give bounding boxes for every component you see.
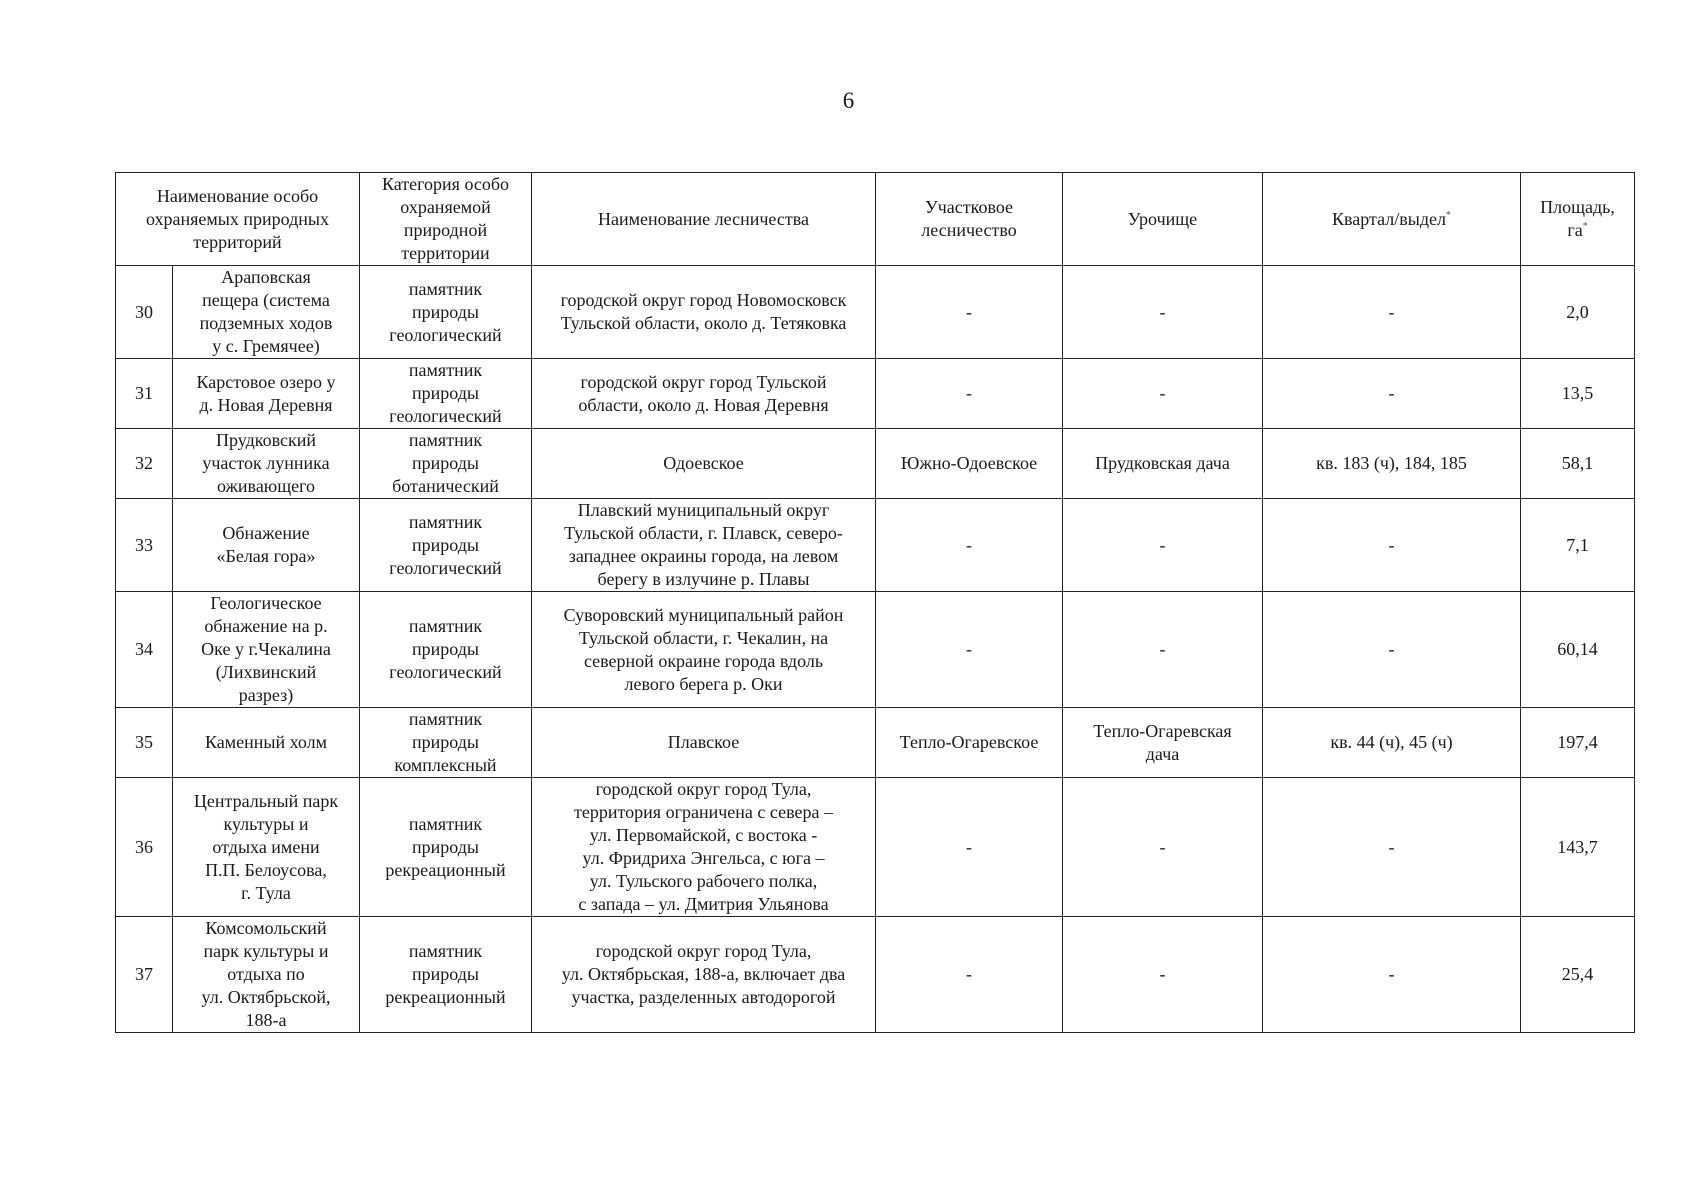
district-forestry: - <box>876 266 1063 359</box>
row-number: 30 <box>116 266 173 359</box>
table-row <box>116 429 1635 499</box>
quarter: - <box>1263 499 1521 592</box>
area-name: Карстовое озеро у д. Новая Деревня <box>173 359 360 429</box>
table-row <box>116 359 1635 429</box>
area-name: Каменный холм <box>173 708 360 778</box>
district-forestry: - <box>876 778 1063 917</box>
row-number: 34 <box>116 592 173 708</box>
area-size: 58,1 <box>1521 429 1635 499</box>
forestry-name: городской округ город Тула, территория ограничена с севера – ул. Первомайской, с востока - ул. Фридриха Энгельса, с юга – ул. Тульского рабочего полка, с запада – ул. Дмитрия Ульянова <box>532 778 876 917</box>
forestry-name: городской округ город Тульской области, около д. Новая Деревня <box>532 359 876 429</box>
tract: - <box>1063 917 1263 1033</box>
tract: - <box>1063 499 1263 592</box>
area-name: Прудковский участок лунника оживающего <box>173 429 360 499</box>
row-number: 31 <box>116 359 173 429</box>
area-category: памятник природы геологический <box>360 499 532 592</box>
area-name: Центральный парк культуры и отдыха имени П.П. Белоусова, г. Тула <box>173 778 360 917</box>
table-row <box>116 708 1635 778</box>
table-row <box>116 917 1635 1033</box>
tract: - <box>1063 778 1263 917</box>
header-category: Категория особо охраняемой природной территории <box>360 173 532 266</box>
header-quarter-footnote-mark: * <box>1445 209 1451 221</box>
area-category: памятник природы рекреационный <box>360 917 532 1033</box>
forestry-name: Плавское <box>532 708 876 778</box>
area-size: 143,7 <box>1521 778 1635 917</box>
area-category: памятник природы геологический <box>360 266 532 359</box>
area-size: 60,14 <box>1521 592 1635 708</box>
forestry-name: городской округ город Новомосковск Тульской области, около д. Тетяковка <box>532 266 876 359</box>
district-forestry: - <box>876 917 1063 1033</box>
area-size: 25,4 <box>1521 917 1635 1033</box>
table-row <box>116 592 1635 708</box>
area-category: памятник природы рекреационный <box>360 778 532 917</box>
page-number: 6 <box>842 88 855 113</box>
forestry-name: городской округ город Тула, ул. Октябрьская, 188-а, включает два участка, разделенных автодорогой <box>532 917 876 1033</box>
tract: - <box>1063 592 1263 708</box>
header-forestry: Наименование лесничества <box>532 173 876 266</box>
table-row <box>116 778 1635 917</box>
table-row <box>116 266 1635 359</box>
header-area <box>1521 173 1635 266</box>
area-size: 13,5 <box>1521 359 1635 429</box>
quarter: - <box>1263 592 1521 708</box>
area-name: Геологическое обнажение на р. Оке у г.Чекалина (Лихвинский разрез) <box>173 592 360 708</box>
area-category: памятник природы ботанический <box>360 429 532 499</box>
area-name: Обнажение «Белая гора» <box>173 499 360 592</box>
district-forestry: Южно-Одоевское <box>876 429 1063 499</box>
area-size: 197,4 <box>1521 708 1635 778</box>
header-area-label: Площадь, га <box>1540 197 1615 240</box>
forestry-name: Суворовский муниципальный район Тульской области, г. Чекалин, на северной окраине города вдоль левого берега р. Оки <box>532 592 876 708</box>
tract: Прудковская дача <box>1063 429 1263 499</box>
area-size: 7,1 <box>1521 499 1635 592</box>
quarter: - <box>1263 359 1521 429</box>
table-row <box>116 499 1635 592</box>
tract: Тепло-Огаревская дача <box>1063 708 1263 778</box>
quarter: кв. 44 (ч), 45 (ч) <box>1263 708 1521 778</box>
quarter: - <box>1263 266 1521 359</box>
area-name: Комсомольский парк культуры и отдыха по ул. Октябрьской, 188-а <box>173 917 360 1033</box>
protected-areas-table <box>115 172 1635 1033</box>
row-number: 36 <box>116 778 173 917</box>
district-forestry: Тепло-Огаревское <box>876 708 1063 778</box>
header-tract: Урочище <box>1063 173 1263 266</box>
quarter: - <box>1263 778 1521 917</box>
quarter: - <box>1263 917 1521 1033</box>
tract: - <box>1063 359 1263 429</box>
area-name: Араповская пещера (система подземных ходов у с. Гремячее) <box>173 266 360 359</box>
area-category: памятник природы комплексный <box>360 708 532 778</box>
header-name: Наименование особо охраняемых природных территорий <box>116 173 360 266</box>
row-number: 35 <box>116 708 173 778</box>
row-number: 32 <box>116 429 173 499</box>
district-forestry: - <box>876 359 1063 429</box>
tract: - <box>1063 266 1263 359</box>
area-category: памятник природы геологический <box>360 359 532 429</box>
district-forestry: - <box>876 592 1063 708</box>
header-quarter <box>1263 173 1521 266</box>
district-forestry: - <box>876 499 1063 592</box>
header-area-footnote-mark: * <box>1582 221 1588 232</box>
forestry-name: Плавский муниципальный округ Тульской области, г. Плавск, северо- западнее окраины города, на левом берегу в излучине р. Плавы <box>532 499 876 592</box>
header-quarter-label: Квартал/выдел <box>1332 208 1446 229</box>
header-district-forestry: Участковое лесничество <box>876 173 1063 266</box>
row-number: 33 <box>116 499 173 592</box>
row-number: 37 <box>116 917 173 1033</box>
area-category: памятник природы геологический <box>360 592 532 708</box>
table-header-row <box>116 173 1635 266</box>
forestry-name: Одоевское <box>532 429 876 499</box>
area-size: 2,0 <box>1521 266 1635 359</box>
quarter: кв. 183 (ч), 184, 185 <box>1263 429 1521 499</box>
